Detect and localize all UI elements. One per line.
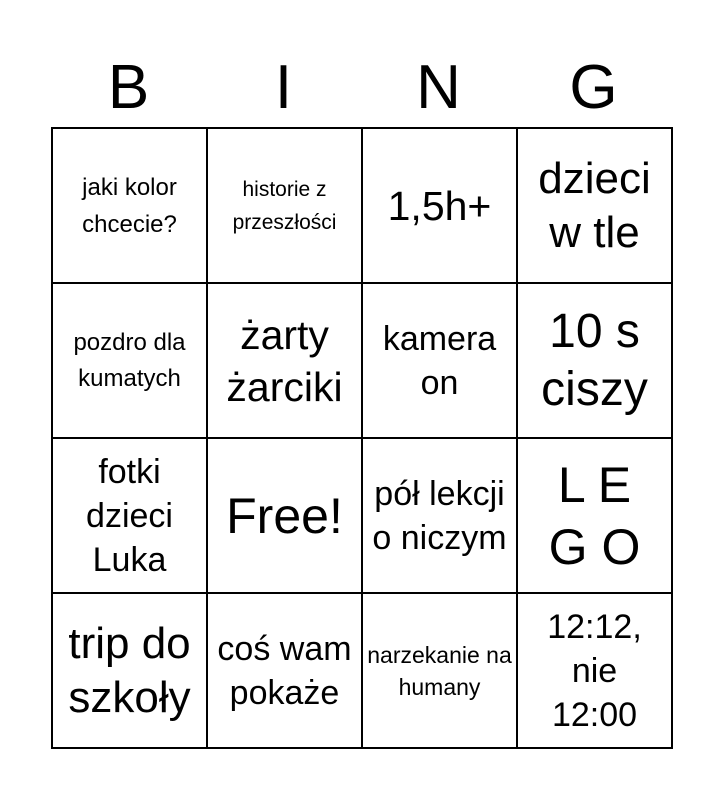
bingo-cell[interactable] <box>208 439 363 594</box>
bingo-cell[interactable] <box>53 284 208 439</box>
bingo-cell[interactable] <box>53 439 208 594</box>
header-letter-n: N <box>416 53 461 122</box>
bingo-header <box>0 0 723 128</box>
bingo-cell-text: historie z przeszłości <box>232 177 337 234</box>
bingo-cell-text: jaki kolor chcecie? <box>82 173 177 238</box>
bingo-cell-text: dzieci w tle <box>538 153 651 257</box>
bingo-cell[interactable] <box>363 129 518 284</box>
header-letter-i: I <box>274 53 293 122</box>
bingo-cell[interactable] <box>208 284 363 439</box>
header-letter-b: B <box>107 53 150 122</box>
bingo-cell[interactable] <box>518 594 673 749</box>
bingo-cell[interactable] <box>363 439 518 594</box>
bingo-cell[interactable] <box>363 594 518 749</box>
bingo-cell-text: coś wam pokaże <box>217 629 352 712</box>
header-letter-g: G <box>569 53 618 122</box>
bingo-cell-text: 1,5h+ <box>387 182 492 229</box>
bingo-cell-text: żarty żarciki <box>226 311 343 410</box>
bingo-cell-text: 10 s ciszy <box>541 304 648 416</box>
bingo-cell-text: narzekanie na humany <box>367 641 512 700</box>
bingo-cell[interactable] <box>518 284 673 439</box>
bingo-cell[interactable] <box>518 129 673 284</box>
bingo-cell[interactable] <box>208 129 363 284</box>
bingo-cell-text: kamera on <box>382 319 497 402</box>
bingo-cell-text: Free! <box>226 487 343 544</box>
bingo-cell-text: trip do szkoły <box>68 618 191 722</box>
bingo-cell-text: L E G O <box>548 456 641 575</box>
bingo-cell[interactable] <box>53 594 208 749</box>
bingo-cell-text: pozdro dla kumatych <box>73 328 186 392</box>
bingo-cell[interactable] <box>518 439 673 594</box>
bingo-cell-text: fotki dzieci Luka <box>86 452 173 579</box>
bingo-card-grid <box>51 127 673 749</box>
bingo-cell[interactable] <box>53 129 208 284</box>
bingo-cell-text: pół lekcji o niczym <box>372 474 507 557</box>
bingo-cell-text: 12:12, nie 12:00 <box>547 607 642 734</box>
bingo-cell[interactable] <box>208 594 363 749</box>
bingo-cell[interactable] <box>363 284 518 439</box>
